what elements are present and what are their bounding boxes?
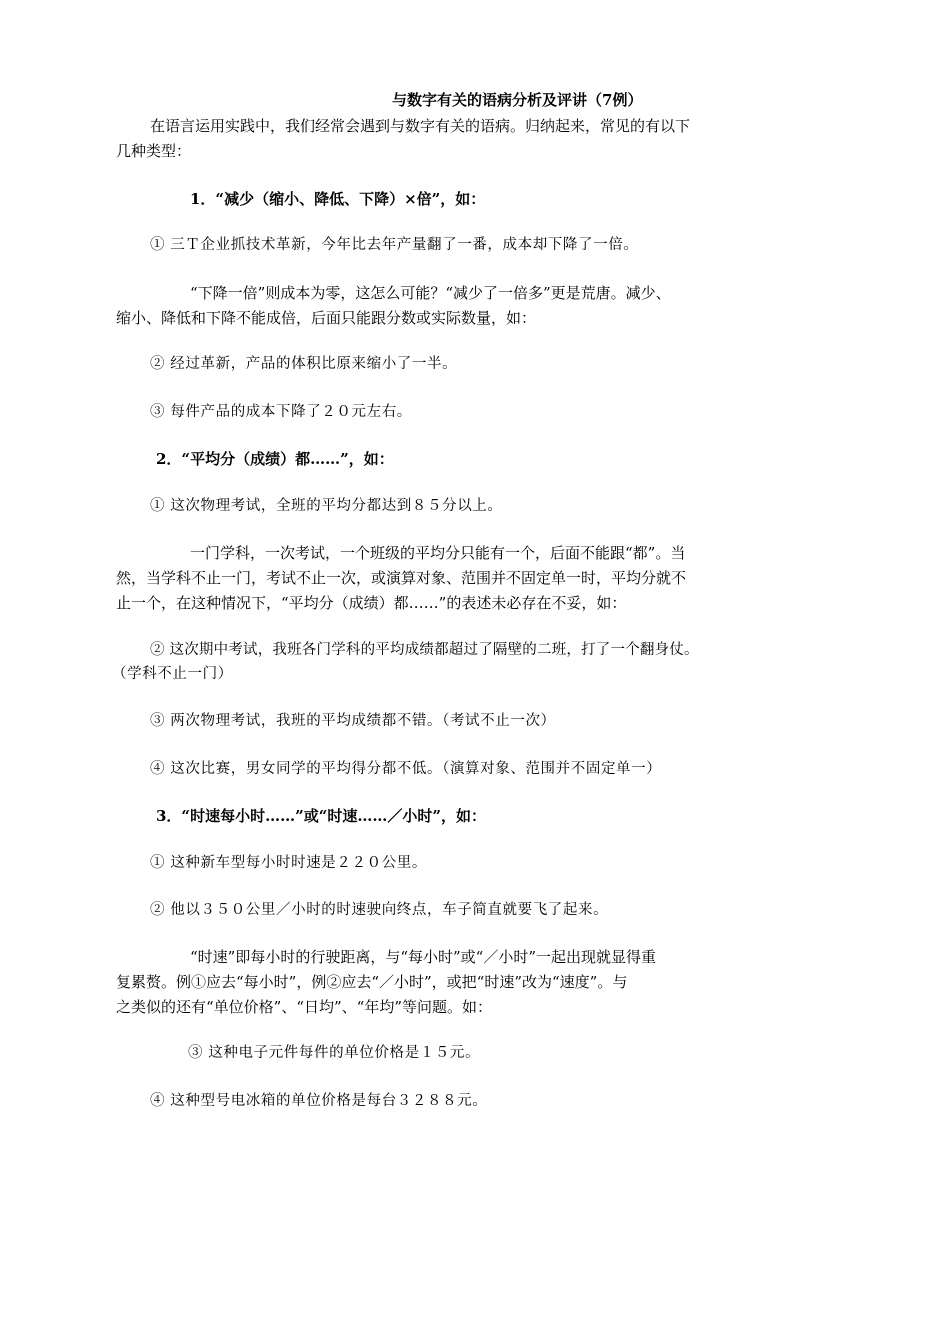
section-1-example-1: ① 三Ｔ企业抓技术革新，今年比去年产量翻了一番，成本却下降了一倍。 xyxy=(150,237,639,253)
section-3-explanation-line-3: 之类似的还有“单位价格”、“日均”、“年均”等问题。如： xyxy=(116,998,493,1016)
section-2-example-2-line-1: ② 这次期中考试，我班各门学科的平均成绩都超过了隔壁的二班，打了一个翻身仗。 xyxy=(150,642,699,658)
section-2-example-1: ① 这次物理考试，全班的平均分都达到８５分以上。 xyxy=(150,498,503,514)
intro-line-2: 几种类型： xyxy=(116,142,192,160)
section-3-heading: 3．“时速每小时……”或“时速……／小时”，如： xyxy=(156,807,486,825)
document-title: 与数字有关的语病分析及评讲（7例） xyxy=(392,91,643,109)
section-2-heading: 2．“平均分（成绩）都……”，如： xyxy=(156,450,394,468)
section-3-explanation-line-1: “时速”即每小时的行驶距离，与“每小时”或“／小时”一起出现就显得重 xyxy=(190,948,657,966)
section-2-explanation-line-1: 一门学科，一次考试，一个班级的平均分只能有一个，后面不能跟“都”。当 xyxy=(190,544,686,562)
intro-line-1: 在语言运用实践中，我们经常会遇到与数字有关的语病。归纳起来，常见的有以下 xyxy=(150,117,691,135)
section-1-explanation-line-2: 缩小、降低和下降不能成倍，后面只能跟分数或实际数量，如： xyxy=(116,309,537,327)
section-2-explanation-line-3: 止一个，在这种情况下，“平均分（成绩）都……”的表述未必存在不妥，如： xyxy=(116,594,627,612)
section-3-example-1: ① 这种新车型每小时时速是２２０公里。 xyxy=(150,855,428,871)
section-1-heading: 1．“减少（缩小、降低、下降）×倍”，如： xyxy=(190,190,486,208)
section-3-explanation-line-2: 复累赘。例①应去“每小时”，例②应去“／小时”，或把“时速”改为“速度”。与 xyxy=(116,973,628,991)
section-2-example-4: ④ 这次比赛，男女同学的平均得分都不低。（演算对象、范围并不固定单一） xyxy=(150,761,662,777)
section-2-explanation-line-2: 然，当学科不止一门，考试不止一次，或演算对象、范围并不固定单一时，平均分就不 xyxy=(116,569,687,587)
section-2-example-2-line-2: （学科不止一门） xyxy=(112,666,233,682)
section-1-example-3: ③ 每件产品的成本下降了２０元左右。 xyxy=(150,404,412,420)
section-3-example-4: ④ 这种型号电冰箱的单位价格是每台３２８８元。 xyxy=(150,1093,488,1109)
section-1-example-2: ② 经过革新，产品的体积比原来缩小了一半。 xyxy=(150,356,458,372)
section-2-example-3: ③ 两次物理考试，我班的平均成绩都不错。（考试不止一次） xyxy=(150,713,556,729)
section-3-example-2: ② 他以３５０公里／小时的时速驶向终点，车子简直就要飞了起来。 xyxy=(150,902,609,918)
section-1-explanation-line-1: “下降一倍”则成本为零，这怎么可能？“减少了一倍多”更是荒唐。减少、 xyxy=(190,284,671,302)
section-3-example-3: ③ 这种电子元件每件的单位价格是１５元。 xyxy=(188,1045,481,1061)
